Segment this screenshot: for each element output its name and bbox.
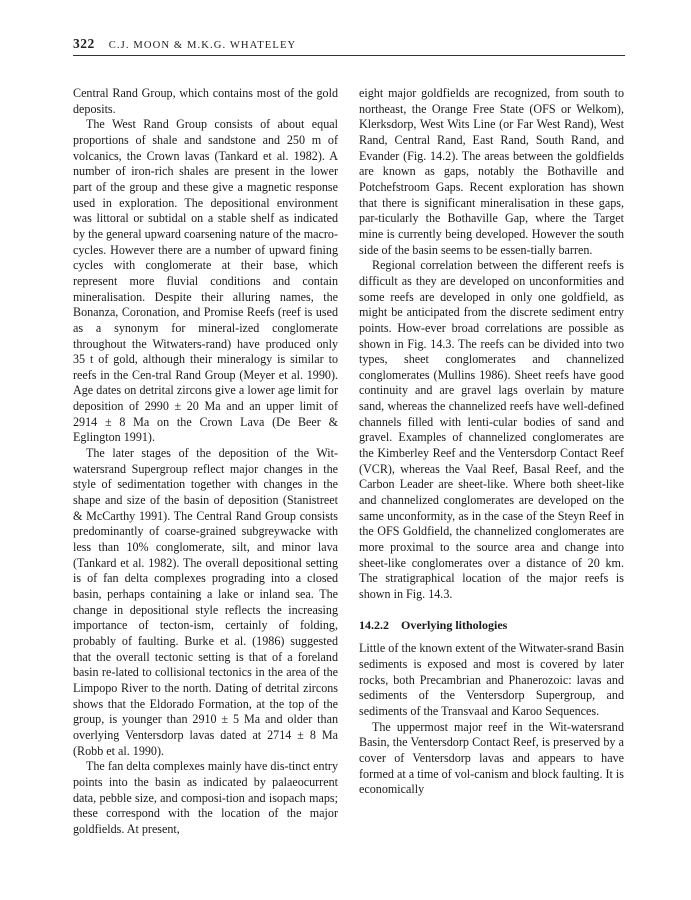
right-column — [359, 86, 624, 798]
paragraph: Little of the known extent of the Witwater-srand Basin sediments is exposed and most is covered by later rocks, both Precambrian and Phanerozoic: lavas and sediments of the Ventersdorp Supergroup, and sediments of the Transvaal and Karoo Sequences. — [359, 641, 624, 718]
section-heading — [359, 618, 624, 634]
left-column — [73, 86, 338, 838]
paragraph: The later stages of the deposition of the Wit-watersrand Supergroup reflect major changes in the style of sedimentation together with changes in the shape and size of the basin of deposition (Stanistreet & McCarthy 1991). The Central Rand Group consists predominantly of coarse-grained subgreywacke with less than 10% conglomerate, silt, and minor lava (Tankard et al. 1982). The overall depositional setting is of fan delta complexes prograding into a closed basin, perhaps containing a lake or inland sea. The change in depositional style reflects the increasing importance of tecton-ism, certainly of folding, probably of faulting. Burke et al. (1986) suggested that the overall tectonic setting is that of a foreland basin re-lated to collisional tectonics in the area of the Limpopo River to the north. Dating of detrital zircons shows that the Eldorado Formation, at the top of the group, is younger than 2910 ± 5 Ma and older than overlying Ventersdorp lavas dated at 2714 ± 8 Ma (Robb et al. 1990). — [73, 446, 338, 758]
header-rule — [73, 55, 625, 56]
paragraph: eight major goldfields are recognized, from south to northeast, the Orange Free State (OFS or Welkom), Klerksdorp, West Wits Line (or Far West Rand), West Rand, Central Rand, East Rand, South Rand, and Evander (Fig. 14.2). The areas between the goldfields are known as gaps, notably the Bothaville and Potchefstroom Gaps. Recent exploration has shown that there is significant mineralisation in these gaps, par-ticularly the Bothaville Gap, where the Target mine is currently being developed. However the south side of the basin seems to be essen-tially barren. — [359, 86, 624, 257]
section-title: Overlying lithologies — [401, 617, 508, 632]
paragraph: Regional correlation between the different reefs is difficult as they are developed on unconformities and some reefs are developed in only one goldfield, as might be anticipated from the discrete sediment entry points. How-ever broad correlations are possible as shown in Fig. 14.3. The reefs can be divided into two types, sheet conglomerates and channelized conglomerates (Mullins 1986). Sheet reefs have good continuity and are gravel lags overlain by mature sand, whereas the channelized reefs have well-defined channels filled with lenti-cular bodies of sand and gravel. Examples of channelized conglomerates are the Kimberley Reef and the Ventersdorp Contact Reef (VCR), whereas the Vaal Reef, Basal Reef, and the Carbon Leader are sheet-like. Where both sheet-like and channelized conglomerates are developed on the same unconformity, as in the case of the Steyn Reef in the OFS Goldfield, the channelized conglomerates are more proximal to the source area and change into sheet-like conglomerates over a distance of 20 km. The stratigraphical location of the major reefs is shown in Fig. 14.3. — [359, 258, 624, 601]
paragraph: The West Rand Group consists of about equal proportions of shale and sandstone and 250 m of volcanics, the Crown lavas (Tankard et al. 1982). A number of iron-rich shales are present in the lower part of the group and these give a magnetic response used in exploration. The depositional environment was littoral or subtidal on a stable shelf as indicated by the general upward coarsening nature of the macro-cycles. However there are a number of upward fining cycles with conglomerate at their base, which represent more fluvial conditions and contain mineralisation. Despite their alluring names, the Bonanza, Coronation, and Promise Reefs (reef is used as a synonym for mineral-ized conglomerate throughout the Witwaters-rand) have produced only 35 t of gold, although their mineralogy is similar to reefs in the Cen-tral Rand Group (Meyer et al. 1990). Age dates on detrital zircons give a lower age limit for deposition of 2990 ± 20 Ma and an upper limit of 2914 ± 8 Ma on the Crown Lava (De Beer & Eglington 1991). — [73, 117, 338, 445]
running-head: C.J. MOON & M.K.G. WHATELEY — [108, 40, 297, 51]
page-number: 322 — [73, 36, 95, 51]
page-header — [73, 36, 625, 52]
paragraph: The fan delta complexes mainly have dis-tinct entry points into the basin as indicated by palaeocurrent data, pebble size, and composi-tion and isopach maps; these correspond with the location of the major goldfields. At present, — [73, 759, 338, 836]
section-number: 14.2.2 — [359, 617, 389, 632]
paragraph: The uppermost major reef in the Wit-watersrand Basin, the Ventersdorp Contact Reef, is preserved by a cover of Ventersdorp lavas and appears to have formed at a time of vol-canism and block faulting. It is economically — [359, 719, 624, 797]
paragraph: Central Rand Group, which contains most of the gold deposits. — [73, 86, 338, 116]
